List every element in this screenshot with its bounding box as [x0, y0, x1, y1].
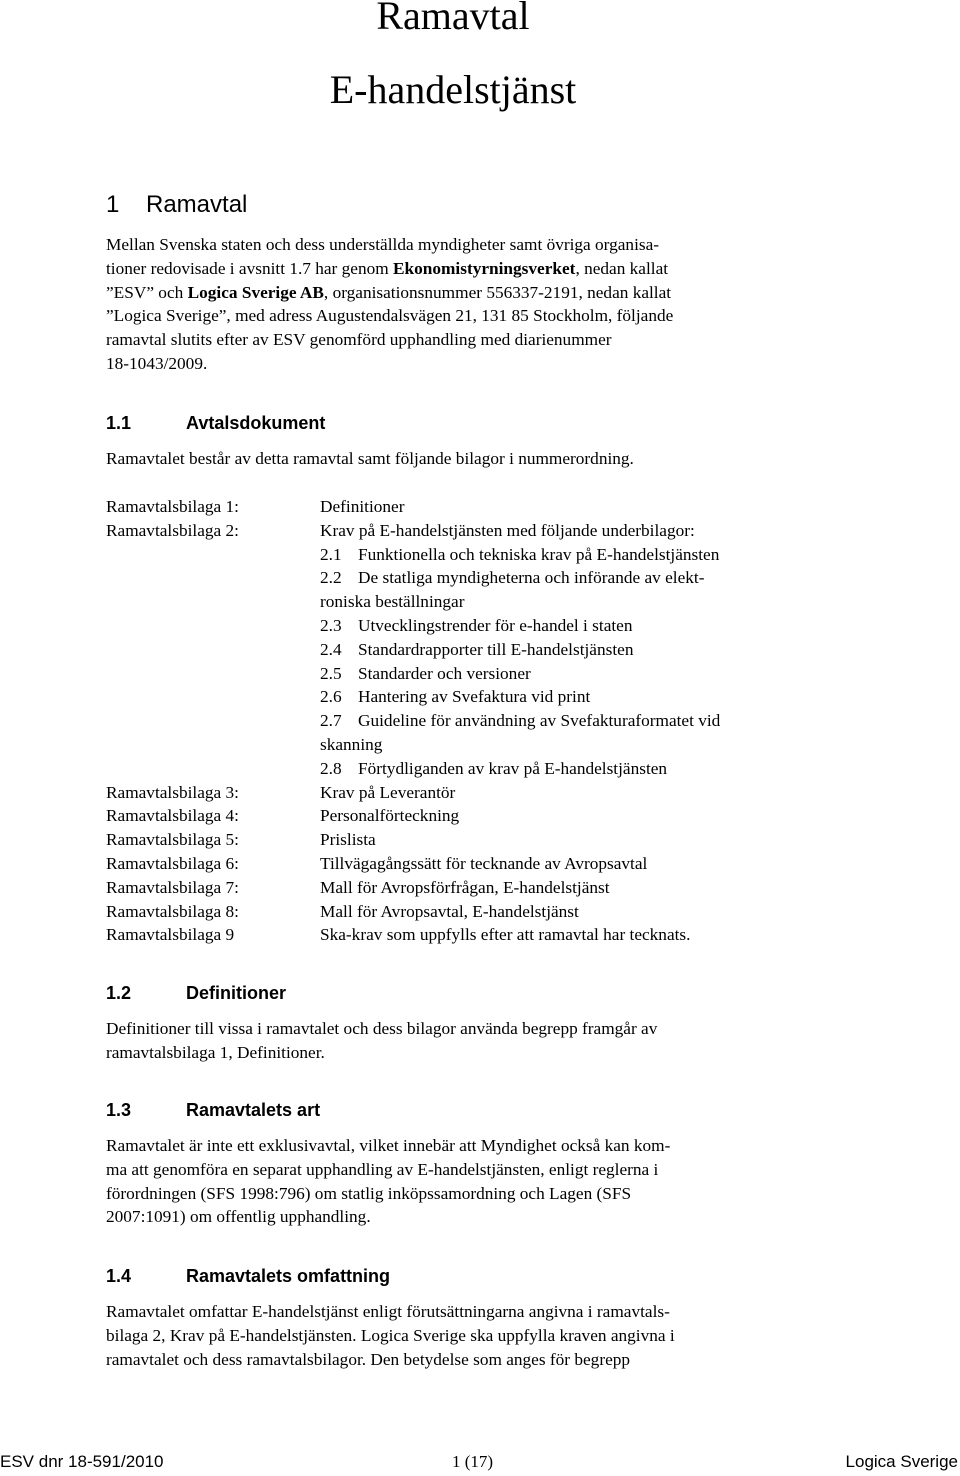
paragraph-line: 2007:1091) om offentlig upphandling. — [106, 1207, 371, 1227]
underbilaga-text: Förtydliganden av krav på E-handelstjänsten — [358, 758, 668, 778]
bilaga-text: Krav på E-handelstjänsten med följande underbilagor: — [320, 520, 695, 540]
paragraph-line: Ramavtalet består av detta ramavtal samt följande bilagor i nummerordning. — [106, 449, 634, 468]
underbilaga-item — [320, 614, 806, 638]
footer-page-number: 1 (17) — [452, 1452, 494, 1471]
bilaga-label: Ramavtalsbilaga 5: — [106, 830, 239, 850]
paragraph-line: 18-1043/2009. — [106, 353, 208, 373]
bilaga-list — [106, 495, 806, 947]
bilaga-row — [106, 519, 806, 543]
party-name-logica: Logica Sverige AB — [187, 282, 324, 302]
underbilaga-item — [320, 709, 806, 733]
section-number: 1.2 — [106, 983, 132, 1003]
underbilaga-item — [320, 543, 806, 567]
section-number: 1.3 — [106, 1100, 132, 1120]
underbilaga-text: Hantering av Svefaktura vid print — [358, 687, 591, 707]
underbilaga-number: 2.6 — [320, 687, 342, 707]
paragraph-line: Ramavtalet är inte ett exklusivavtal, vilket innebär att Myndighet också kan kom- — [106, 1136, 671, 1155]
underbilaga-text: De statliga myndigheterna och införande av elekt- — [358, 568, 705, 588]
underbilaga-text: Standardrapporter till E-handelstjänsten — [358, 639, 634, 659]
bilaga-row — [106, 923, 806, 947]
bilaga-text: Mall för Avropsförfrågan, E-handelstjänst — [320, 877, 610, 897]
party-name-esv: Ekonomistyrningsverket — [393, 258, 576, 278]
paragraph-line: ”Logica Sverige”, med adress Augustendalsvägen 21, 131 85 Stockholm, följande — [106, 306, 674, 326]
bilaga-row — [106, 900, 806, 924]
bilaga-label: Ramavtalsbilaga 4: — [106, 806, 239, 826]
underbilaga-number: 2.1 — [320, 544, 342, 564]
section-1-4-paragraph — [106, 1300, 796, 1371]
underbilaga-number: 2.3 — [320, 615, 342, 635]
underbilaga-number: 2.8 — [320, 758, 342, 778]
bilaga-label: Ramavtalsbilaga 3: — [106, 782, 239, 802]
text-run: tioner redovisade i avsnitt 1.7 har genom — [106, 258, 393, 278]
section-1-2-paragraph — [106, 1017, 796, 1065]
bilaga-row — [106, 876, 806, 900]
underbilaga-text: Guideline för användning av Svefakturaformatet vid — [358, 711, 721, 731]
underbilaga-number: 2.2 — [320, 568, 342, 588]
bilaga-label: Ramavtalsbilaga 2: — [106, 520, 239, 540]
bilaga-label: Ramavtalsbilaga 9 — [106, 925, 235, 945]
section-title: Ramavtal — [146, 191, 248, 218]
bilaga-text: Tillvägagångssätt för tecknande av Avropsavtal — [320, 853, 648, 873]
section-1-paragraph — [106, 233, 796, 376]
section-number: 1.4 — [106, 1266, 132, 1286]
bilaga-row — [106, 852, 806, 876]
section-1-3-paragraph — [106, 1134, 796, 1229]
document-title: Ramavtal — [376, 0, 530, 38]
paragraph-line — [106, 257, 796, 281]
section-title: Ramavtalets art — [186, 1100, 321, 1120]
bilaga-text: Definitioner — [320, 497, 405, 516]
section-1-heading — [106, 190, 247, 220]
text-run: , organisationsnummer 556337-2191, nedan kallat — [323, 282, 672, 302]
underbilaga-text: Utvecklingstrender för e-handel i staten — [358, 615, 633, 635]
paragraph-line: Definitioner till vissa i ramavtalet och dess bilagor använda begrepp framgår av — [106, 1019, 658, 1038]
bilaga-text: Personalförteckning — [320, 806, 460, 826]
paragraph-line: Ramavtalet omfattar E-handelstjänst enligt förutsättningarna angivna i ramavtals- — [106, 1302, 670, 1321]
text-run: , nedan kallat — [575, 258, 669, 278]
underbilaga-item — [320, 638, 806, 662]
bilaga-row — [106, 828, 806, 852]
underbilaga-item — [320, 662, 806, 686]
paragraph-line: Mellan Svenska staten och dess underställda myndigheter samt övriga organisa- — [106, 235, 660, 254]
footer-company: Logica Sverige — [845, 1452, 958, 1471]
bilaga-row — [106, 781, 806, 805]
underbilaga-continuation: roniska beställningar — [320, 592, 465, 612]
bilaga-text: Krav på Leverantör — [320, 782, 456, 802]
footer-document-number: ESV dnr 18-591/2010 — [0, 1452, 164, 1471]
paragraph-line: ramavtalet och dess ramavtalsbilagor. Den betydelse som anges för begrepp — [106, 1349, 631, 1369]
document-subtitle: E-handelstjänst — [329, 67, 577, 112]
section-1-3-heading — [106, 1098, 320, 1122]
bilaga-label: Ramavtalsbilaga 7: — [106, 877, 239, 897]
underbilaga-text: Standarder och versioner — [358, 663, 531, 683]
section-1-4-heading — [106, 1264, 390, 1288]
bilaga-text: Ska-krav som uppfylls efter att ramavtal har tecknats. — [320, 925, 691, 945]
underbilaga-item — [320, 685, 806, 709]
underbilaga-number: 2.7 — [320, 711, 342, 731]
underbilaga-number: 2.5 — [320, 663, 342, 683]
bilaga-label: Ramavtalsbilaga 8: — [106, 901, 239, 921]
underbilaga-item — [320, 566, 806, 590]
bilaga-label: Ramavtalsbilaga 6: — [106, 853, 239, 873]
paragraph-line: förordningen (SFS 1998:796) om statlig inköpssamordning och Lagen (SFS — [106, 1183, 632, 1203]
section-1-2-heading — [106, 981, 286, 1005]
underbilaga-item — [320, 757, 806, 781]
bilaga-text: Prislista — [320, 830, 376, 850]
bilaga-text: Mall för Avropsavtal, E-handelstjänst — [320, 901, 579, 921]
section-title: Avtalsdokument — [186, 413, 326, 433]
text-run: ”ESV” och — [106, 282, 188, 302]
section-1-1-intro — [106, 447, 796, 471]
underbilaga-continuation: skanning — [320, 734, 383, 754]
section-number: 1 — [106, 191, 120, 218]
underbilaga-number: 2.4 — [320, 639, 342, 659]
section-number: 1.1 — [106, 413, 132, 433]
section-title: Ramavtalets omfattning — [186, 1266, 391, 1286]
paragraph-line: ramavtal slutits efter av ESV genomförd upphandling med diarienummer — [106, 330, 612, 350]
page-footer — [0, 1451, 960, 1473]
paragraph-line: bilaga 2, Krav på E-handelstjänsten. Logica Sverige ska uppfylla kraven angivna i — [106, 1325, 675, 1345]
bilaga-row — [106, 804, 806, 828]
section-title: Definitioner — [186, 983, 287, 1003]
bilaga-row — [106, 495, 806, 519]
paragraph-line: ma att genomföra en separat upphandling av E-handelstjänsten, enligt reglerna i — [106, 1159, 659, 1179]
underbilaga-list — [106, 543, 806, 781]
bilaga-label: Ramavtalsbilaga 1: — [106, 497, 239, 516]
underbilaga-text: Funktionella och tekniska krav på E-handelstjänsten — [358, 544, 720, 564]
section-1-1-heading — [106, 411, 325, 435]
paragraph-line — [106, 281, 796, 305]
paragraph-line: ramavtalsbilaga 1, Definitioner. — [106, 1042, 325, 1062]
